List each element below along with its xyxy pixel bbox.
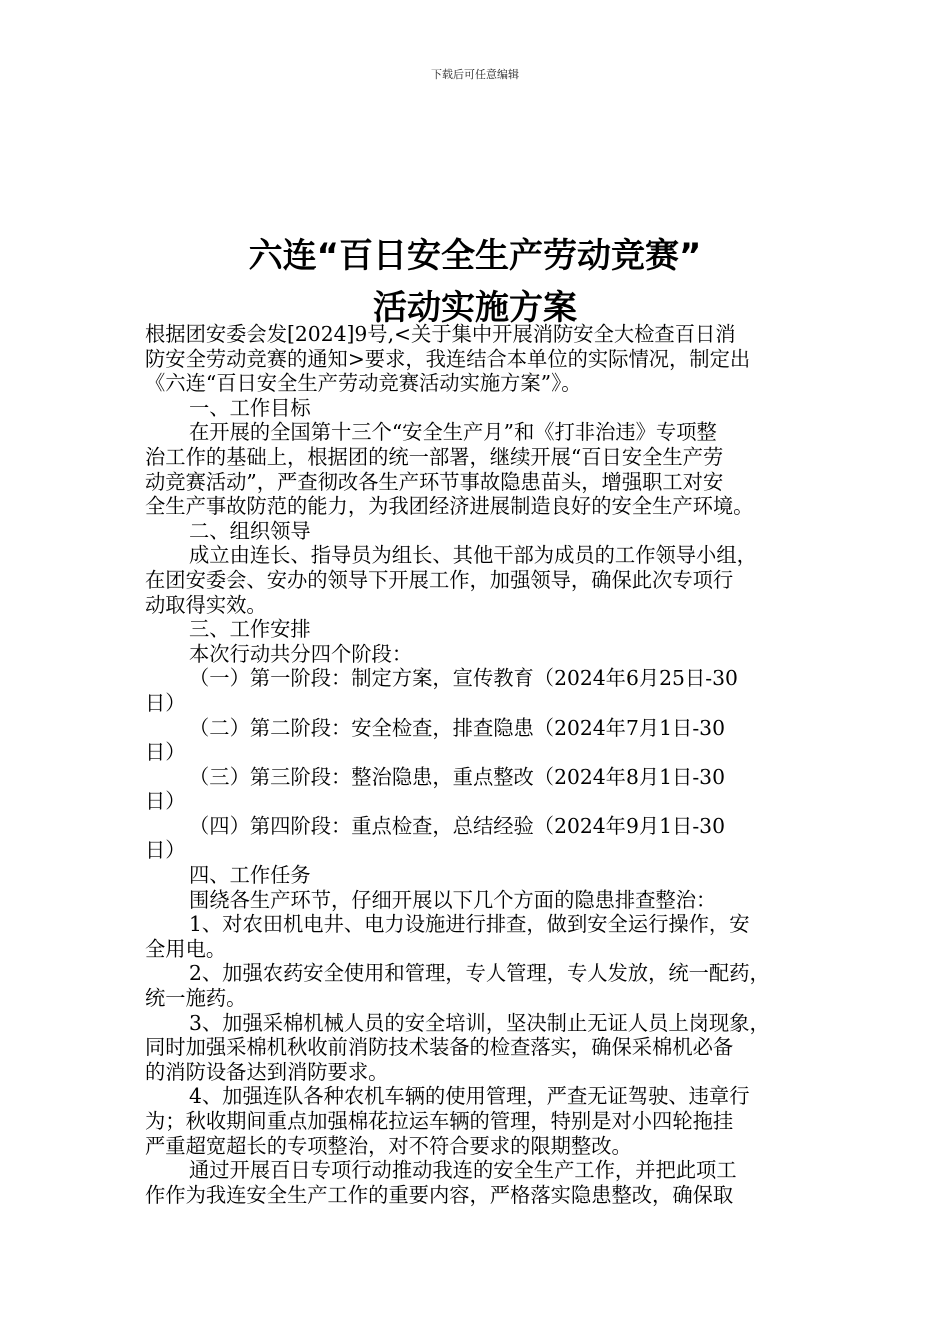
- body-line: 本次行动共分四个阶段：: [189, 641, 413, 666]
- body-line: 根据团安委会发[2024]9号,<关于集中开展消防安全大检查百日消: [145, 322, 736, 346]
- phase-line: 日）: [145, 740, 186, 765]
- task-item: 2、加强农药安全使用和管理，专人管理，专人发放，统一配药，: [189, 961, 770, 986]
- body-line: 动取得实效。: [145, 592, 267, 617]
- body-line: 在开展的全国第十三个“安全生产月”和《打非治违》专项整: [189, 420, 717, 445]
- task-item: 严重超宽超长的专项整治，对不符合要求的限期整改。: [145, 1133, 632, 1158]
- document-title-line-2: 活动实施方案: [373, 288, 577, 328]
- section-heading: 一、工作目标: [189, 395, 311, 420]
- phase-line: 日）: [145, 789, 186, 814]
- section-heading: 三、工作安排: [189, 617, 311, 642]
- section-heading: 四、工作任务: [189, 863, 311, 888]
- body-line: 围绕各生产环节，仔细开展以下几个方面的隐患排查整治：: [189, 887, 717, 912]
- body-line: 全生产事故防范的能力，为我团经济进展制造良好的安全生产环境。: [145, 494, 754, 519]
- document-body: [145, 322, 815, 1207]
- phase-line: （三）第三阶段：整治隐患，重点整改（2024年8月1日-30: [189, 764, 725, 789]
- task-item: 1、对农田机电井、电力设施进行排查，做到安全运行操作，安: [189, 912, 750, 937]
- task-item: 为；秋收期间重点加强棉花拉运车辆的管理，特别是对小四轮拖挂: [145, 1109, 734, 1133]
- body-line: 《六连“百日安全生产劳动竞赛活动实施方案”》。: [145, 371, 582, 396]
- body-line: 动竞赛活动”，严查彻改各生产环节事故隐患苗头，增强职工对安: [145, 469, 724, 494]
- task-item: 3、加强采棉机械人员的安全培训，坚决制止无证人员上岗现象，: [189, 1010, 770, 1035]
- task-item: 统一施药。: [145, 986, 247, 1011]
- task-item: 4、加强连队各种农机车辆的使用管理，严查无证驾驶、违章行: [189, 1084, 750, 1109]
- body-line: 在团安委会、安办的领导下开展工作，加强领导，确保此次专项行: [145, 567, 734, 592]
- section-heading: 二、组织领导: [189, 518, 311, 543]
- phase-line: 日）: [145, 690, 186, 715]
- header-note: 下载后可任意编辑: [431, 68, 519, 81]
- task-item: 全用电。: [145, 936, 227, 961]
- body-line: 作作为我连安全生产工作的重要内容，严格落实隐患整改，确保取: [145, 1182, 734, 1207]
- body-line: 防安全劳动竞赛的通知>要求，我连结合本单位的实际情况，制定出: [145, 346, 751, 371]
- document-title-line-1: 六连“百日安全生产劳动竞赛”: [248, 236, 702, 276]
- task-item: 同时加强采棉机秋收前消防技术装备的检查落实，确保采棉机必备: [145, 1035, 734, 1060]
- body-line: 成立由连长、指导员为组长、其他干部为成员的工作领导小组，: [189, 543, 757, 568]
- phase-line: （一）第一阶段：制定方案，宣传教育（2024年6月25日-30: [189, 666, 738, 691]
- body-line: 治工作的基础上，根据团的统一部署，继续开展“百日安全生产劳: [145, 444, 724, 469]
- task-item: 的消防设备达到消防要求。: [145, 1059, 389, 1084]
- body-line: 通过开展百日专项行动推动我连的安全生产工作，并把此项工: [189, 1158, 737, 1183]
- phase-line: （二）第二阶段：安全检查，排查隐患（2024年7月1日-30: [189, 715, 725, 740]
- phase-line: 日）: [145, 838, 186, 863]
- phase-line: （四）第四阶段：重点检查，总结经验（2024年9月1日-30: [189, 813, 725, 838]
